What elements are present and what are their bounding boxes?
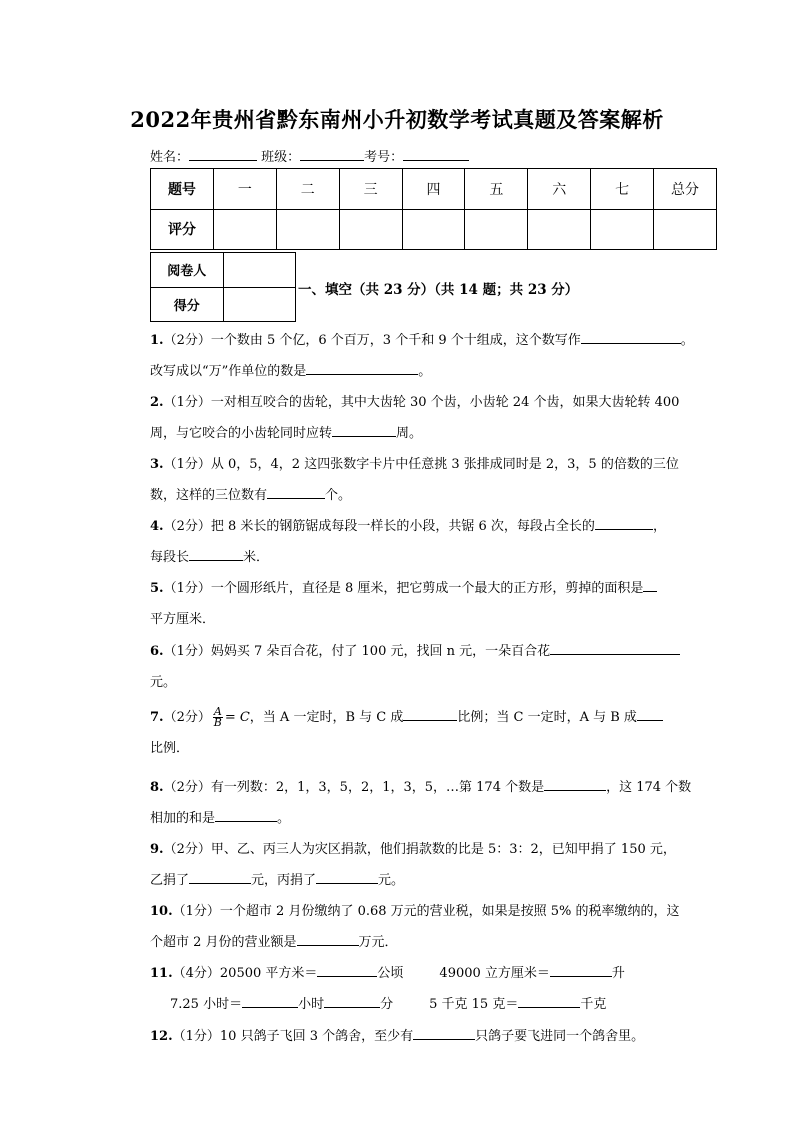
question-text: 一个超市 2 月份缴纳了 0.68 万元的营业税，如果是按照 5% 的税率缴纳的，这 — [219, 904, 680, 919]
question-1 — [150, 325, 720, 387]
student-info — [150, 146, 469, 165]
question-text: 把 8 米长的钢筋锯成每段一样长的小段，共锯 6 次，每段占全长的 — [210, 519, 595, 534]
question-number: 7. — [150, 710, 164, 725]
score-header-cell: 四 — [402, 169, 465, 210]
answer-blank[interactable] — [403, 708, 457, 721]
reviewer-cell[interactable] — [223, 253, 296, 288]
question-text: 有一列数：2，1，3，5，2，1，3，5，…第 174 个数是 — [210, 780, 545, 795]
answer-blank[interactable] — [267, 486, 325, 499]
score-header-cell: 一 — [213, 169, 276, 210]
score-header-cell: 二 — [276, 169, 339, 210]
answer-blank[interactable] — [332, 424, 396, 437]
answer-blank[interactable] — [544, 778, 606, 791]
grader-score-cell[interactable] — [223, 287, 296, 322]
score-table — [150, 168, 717, 250]
question-points: （2分） — [163, 780, 211, 795]
question-points: （1分） — [163, 457, 211, 472]
answer-blank[interactable] — [189, 548, 243, 561]
grader-table — [150, 252, 296, 322]
score-cell[interactable] — [465, 209, 528, 250]
question-text: 元，丙捐了 — [251, 873, 317, 888]
score-cell[interactable] — [402, 209, 465, 250]
question-text: ，这 174 个数 — [606, 780, 692, 795]
question-text: 万元． — [358, 935, 398, 950]
question-text: 。 — [277, 811, 291, 826]
score-table-score-row — [151, 209, 717, 250]
question-text: 元。 — [150, 675, 177, 690]
answer-blank[interactable] — [518, 995, 580, 1008]
question-points: （2分） — [163, 519, 211, 534]
fraction-numerator: A — [213, 705, 222, 718]
section-title: 一、填空（共 23 分）（共 14 题；共 23 分） — [298, 282, 579, 298]
score-cell[interactable] — [276, 209, 339, 250]
answer-blank[interactable] — [189, 871, 251, 884]
name-blank[interactable] — [189, 148, 257, 161]
question-number: 1. — [150, 333, 164, 348]
question-10 — [150, 896, 720, 958]
question-text: 一个圆形纸片，直径是 8 厘米，把它剪成一个最大的正方形，剪掉的面积是 — [210, 581, 644, 596]
question-text: ， — [652, 519, 666, 534]
score-row-label: 评分 — [151, 209, 214, 250]
question-text: 改写成以“万”作单位的数是 — [150, 364, 307, 379]
question-points: （1分） — [163, 581, 211, 596]
class-label: 班级： — [261, 150, 301, 165]
question-6 — [150, 636, 720, 698]
question-points: （1分） — [163, 644, 211, 659]
question-text: 元。 — [378, 873, 405, 888]
score-cell[interactable] — [528, 209, 591, 250]
question-points: （1分） — [172, 1029, 220, 1044]
question-2 — [150, 387, 720, 449]
answer-blank[interactable] — [581, 331, 681, 344]
question-text: 小时 — [298, 997, 325, 1012]
question-text: 。 — [418, 364, 432, 379]
answer-blank[interactable] — [637, 708, 663, 721]
answer-blank[interactable] — [317, 964, 377, 977]
question-text: 米． — [243, 550, 270, 565]
question-7 — [150, 702, 720, 764]
score-header-cell: 五 — [465, 169, 528, 210]
question-points: （1分） — [163, 395, 211, 410]
score-header-cell: 题号 — [151, 169, 214, 210]
question-text: 5 千克 15 克＝ — [429, 997, 519, 1012]
question-text: 比例；当 C 一定时，A 与 B 成 — [457, 710, 637, 725]
question-9 — [150, 834, 720, 896]
score-header-cell: 总分 — [654, 169, 717, 210]
question-number: 10. — [150, 904, 173, 919]
question-text: 分 — [380, 997, 394, 1012]
answer-blank[interactable] — [550, 642, 680, 655]
question-text: 比例． — [150, 741, 190, 756]
grader-score-label: 得分 — [151, 287, 224, 322]
question-text: ，当 A 一定时，B 与 C 成 — [249, 710, 404, 725]
score-cell[interactable] — [654, 209, 717, 250]
question-text: 从 0，5，4，2 这四张数字卡片中任意挑 3 张排成同时是 2，3，5 的倍数的三位 — [210, 457, 679, 472]
score-header-cell: 三 — [339, 169, 402, 210]
score-cell[interactable] — [591, 209, 654, 250]
question-text: 周。 — [396, 426, 423, 441]
question-text: 。 — [680, 333, 694, 348]
question-text: 个。 — [325, 488, 352, 503]
question-points: （1分） — [172, 904, 220, 919]
question-number: 3. — [150, 457, 164, 472]
question-number: 4. — [150, 519, 164, 534]
fraction-a-over-b — [213, 707, 223, 728]
question-text: 公顷 — [377, 966, 404, 981]
question-text: 平方厘米． — [150, 612, 216, 627]
question-text: 妈妈买 7 朵百合花，付了 100 元，找回 n 元，一朵百合花 — [210, 644, 551, 659]
exam-no-label: 考号： — [364, 150, 404, 165]
score-header-cell: 七 — [591, 169, 654, 210]
question-text: 10 只鸽子飞回 3 个鸽舍，至少有 — [219, 1029, 414, 1044]
answer-blank[interactable] — [215, 809, 277, 822]
question-points: （2分） — [163, 333, 211, 348]
question-points: （2分） — [163, 842, 211, 857]
question-number: 6. — [150, 644, 164, 659]
score-table-header-row — [151, 169, 717, 210]
question-8 — [150, 772, 720, 834]
answer-blank[interactable] — [306, 362, 418, 375]
question-points: （2分） — [163, 710, 211, 725]
question-number: 12. — [150, 1029, 173, 1044]
equation-text: = C — [224, 710, 250, 725]
question-11 — [150, 958, 720, 1020]
question-text: 20500 平方米＝ — [219, 966, 318, 981]
question-text: 一对相互咬合的齿轮，其中大齿轮 30 个齿，小齿轮 24 个齿，如果大齿轮转 400 — [210, 395, 680, 410]
score-cell[interactable] — [339, 209, 402, 250]
question-number: 2. — [150, 395, 164, 410]
question-number: 5. — [150, 581, 164, 596]
question-text: 一个数由 5 个亿，6 个百万，3 个千和 9 个十组成，这个数写作 — [210, 333, 581, 348]
answer-blank[interactable] — [316, 871, 378, 884]
question-points: （4分） — [172, 966, 220, 981]
reviewer-label: 阅卷人 — [151, 253, 224, 288]
question-number: 9. — [150, 842, 164, 857]
question-12 — [150, 1021, 720, 1052]
answer-blank[interactable] — [550, 964, 612, 977]
question-text: 相加的和是 — [150, 811, 216, 826]
question-text: 周，与它咬合的小齿轮同时应转 — [150, 426, 333, 441]
question-text: 个超市 2 月份的营业额是 — [150, 935, 297, 950]
answer-blank[interactable] — [595, 517, 653, 530]
question-text: 数，这样的三位数有 — [150, 488, 268, 503]
question-text: 只鸽子要飞进同一个鸽舍里。 — [475, 1029, 645, 1044]
answer-blank[interactable] — [413, 1027, 475, 1040]
score-header-cell: 六 — [528, 169, 591, 210]
answer-blank[interactable] — [297, 933, 359, 946]
class-blank[interactable] — [300, 148, 364, 161]
fraction-denominator: B — [213, 716, 222, 729]
question-number: 8. — [150, 780, 164, 795]
answer-blank[interactable] — [643, 579, 657, 592]
question-5 — [150, 573, 720, 635]
question-text: 49000 立方厘米＝ — [439, 966, 550, 981]
question-text: 每段长 — [150, 550, 190, 565]
question-text: 升 — [611, 966, 625, 981]
question-number: 11. — [150, 966, 173, 981]
question-text: 甲、乙、丙三人为灾区捐款，他们捐款数的比是 5：3：2，已知甲捐了 150 元， — [210, 842, 676, 857]
question-text: 乙捐了 — [150, 873, 190, 888]
answer-blank[interactable] — [242, 995, 298, 1008]
answer-blank[interactable] — [324, 995, 380, 1008]
exam-no-blank[interactable] — [403, 148, 469, 161]
question-3 — [150, 449, 720, 511]
name-label: 姓名： — [150, 150, 190, 165]
question-4 — [150, 511, 720, 573]
question-text: 千克 — [580, 997, 607, 1012]
page-title: 2022年贵州省黔东南州小升初数学考试真题及答案解析 — [130, 107, 664, 132]
score-cell[interactable] — [213, 209, 276, 250]
question-text: 7.25 小时＝ — [170, 997, 243, 1012]
